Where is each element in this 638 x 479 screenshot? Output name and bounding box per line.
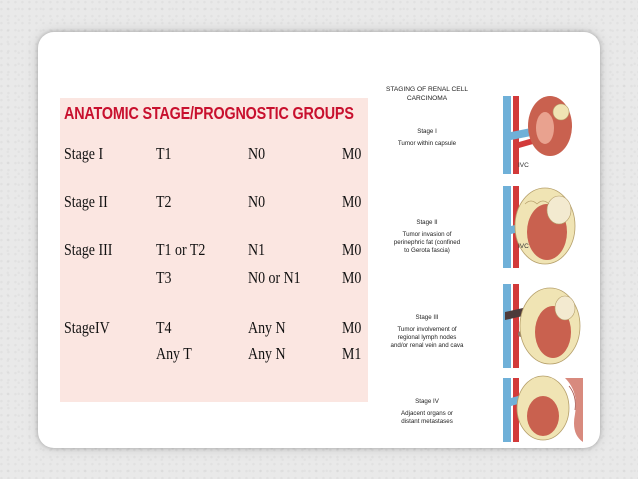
t-cell: T3 [156, 268, 172, 287]
stage-desc: to Gerota fascia) [404, 247, 450, 255]
kidney-staging-figure [375, 86, 583, 442]
figure-title-line1: STAGING OF RENAL CELL [385, 86, 469, 93]
stage-cell: Stage III [64, 240, 113, 259]
stage-cell: StageIV [64, 318, 110, 337]
n-cell: N0 or N1 [248, 268, 301, 287]
stage-desc: Tumor involvement of [397, 326, 457, 334]
stage-desc: perinephric fat (confined [393, 239, 461, 247]
stage-1-caption [375, 128, 479, 148]
ivc-label: IVC [518, 162, 529, 169]
m-cell: M0 [342, 268, 362, 287]
n-cell: Any N [248, 318, 286, 337]
stage-desc: and/or renal vein and cava [390, 342, 464, 350]
m-cell: M0 [342, 240, 362, 259]
stage-2-caption [375, 219, 479, 255]
stage-label: Stage I [417, 128, 437, 135]
t-cell: T1 [156, 144, 172, 163]
stage-3-illustration [503, 284, 580, 368]
stage-label: Stage II [416, 219, 438, 226]
m-cell: M0 [342, 318, 362, 337]
figure-title [375, 86, 479, 103]
stage-cell: Stage I [64, 144, 104, 163]
n-cell: N0 [248, 144, 266, 163]
n-cell: N0 [248, 192, 266, 211]
stage-label: Stage IV [415, 398, 439, 405]
stage-4-illustration [503, 376, 583, 442]
stage-cell: Stage II [64, 192, 108, 211]
stage-3-caption [375, 314, 479, 350]
ivc-label: IVC [518, 243, 529, 250]
m-cell: M0 [342, 144, 362, 163]
t-cell: Any T [156, 344, 192, 363]
stage-1-illustration [503, 96, 572, 174]
stage-label: Stage III [415, 314, 439, 321]
stage-2-illustration [503, 186, 575, 268]
stage-desc: regional lymph nodes [397, 334, 457, 342]
m-cell: M1 [342, 344, 362, 363]
slide [38, 32, 600, 448]
t-cell: T1 or T2 [156, 240, 206, 259]
m-cell: M0 [342, 192, 362, 211]
stage-desc: distant metastases [401, 418, 453, 426]
t-cell: T2 [156, 192, 172, 211]
stage-desc: Adjacent organs or [401, 410, 453, 418]
stage-desc: Tumor within capsule [397, 140, 457, 148]
figure-title-line2: CARCINOMA [406, 94, 448, 102]
stage-desc: Tumor invasion of [402, 231, 452, 239]
stage-4-caption [375, 398, 479, 426]
staging-table [60, 98, 368, 402]
n-cell: Any N [248, 344, 286, 363]
t-cell: T4 [156, 318, 172, 337]
table-title: ANATOMIC STAGE/PROGNOSTIC GROUPS [64, 103, 354, 123]
n-cell: N1 [248, 240, 266, 259]
